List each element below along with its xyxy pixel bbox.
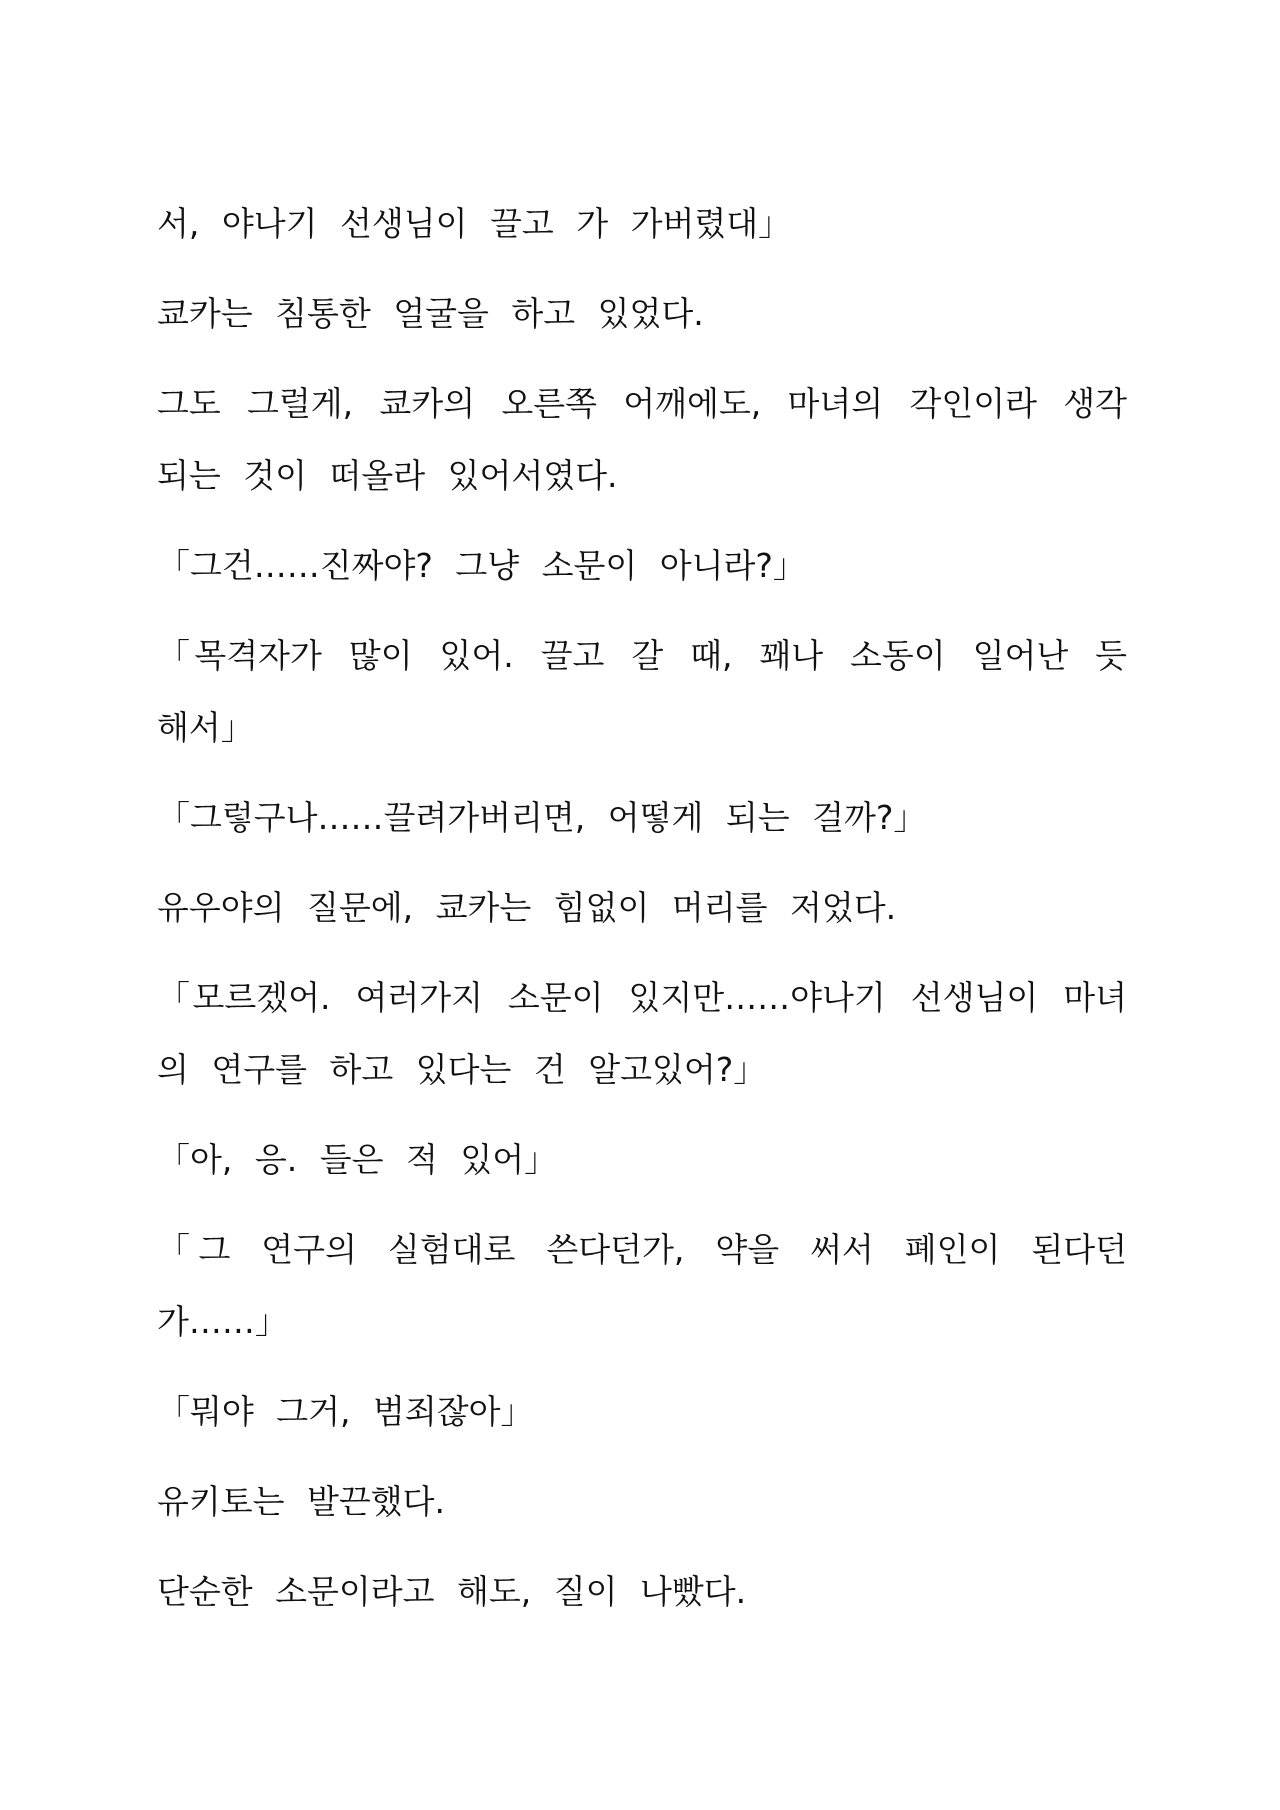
paragraph: 「모르겠어. 여러가지 소문이 있지만……야나기 선생님이 마녀의 연구를 하고 있다는 건 알고있어?」: [157, 978, 1127, 1089]
paragraph: 「뭐야 그거, 범죄잖아」: [157, 1392, 534, 1431]
paragraph: 「그렇구나……끌려가버리면, 어떻게 되는 걸까?」: [157, 798, 927, 837]
paragraph: 「그건……진짜야? 그냥 소문이 아니라?」: [157, 546, 806, 585]
paragraph: 유키토는 발끈했다.: [157, 1482, 446, 1521]
paragraph: 유우야의 질문에, 쿄카는 힘없이 머리를 저었다.: [157, 888, 897, 927]
paragraph: 단순한 소문이라고 해도, 질이 나빴다.: [157, 1572, 747, 1611]
paragraph: 쿄카는 침통한 얼굴을 하고 있었다.: [157, 294, 704, 333]
body-text: [157, 188, 1127, 1646]
paragraph: 「목격자가 많이 있어. 끌고 갈 때, 꽤나 소동이 일어난 듯 해서」: [157, 636, 1127, 747]
paragraph: 서, 야나기 선생님이 끌고 가 가버렸대」: [157, 204, 792, 243]
paragraph: 「그 연구의 실험대로 쓴다던가, 약을 써서 폐인이 된다던가……」: [157, 1230, 1127, 1341]
paragraph: 그도 그럴게, 쿄카의 오른쪽 어깨에도, 마녀의 각인이라 생각되는 것이 떠올라 있어서였다.: [157, 384, 1127, 495]
paragraph: 「아, 응. 들은 적 있어」: [157, 1140, 558, 1179]
